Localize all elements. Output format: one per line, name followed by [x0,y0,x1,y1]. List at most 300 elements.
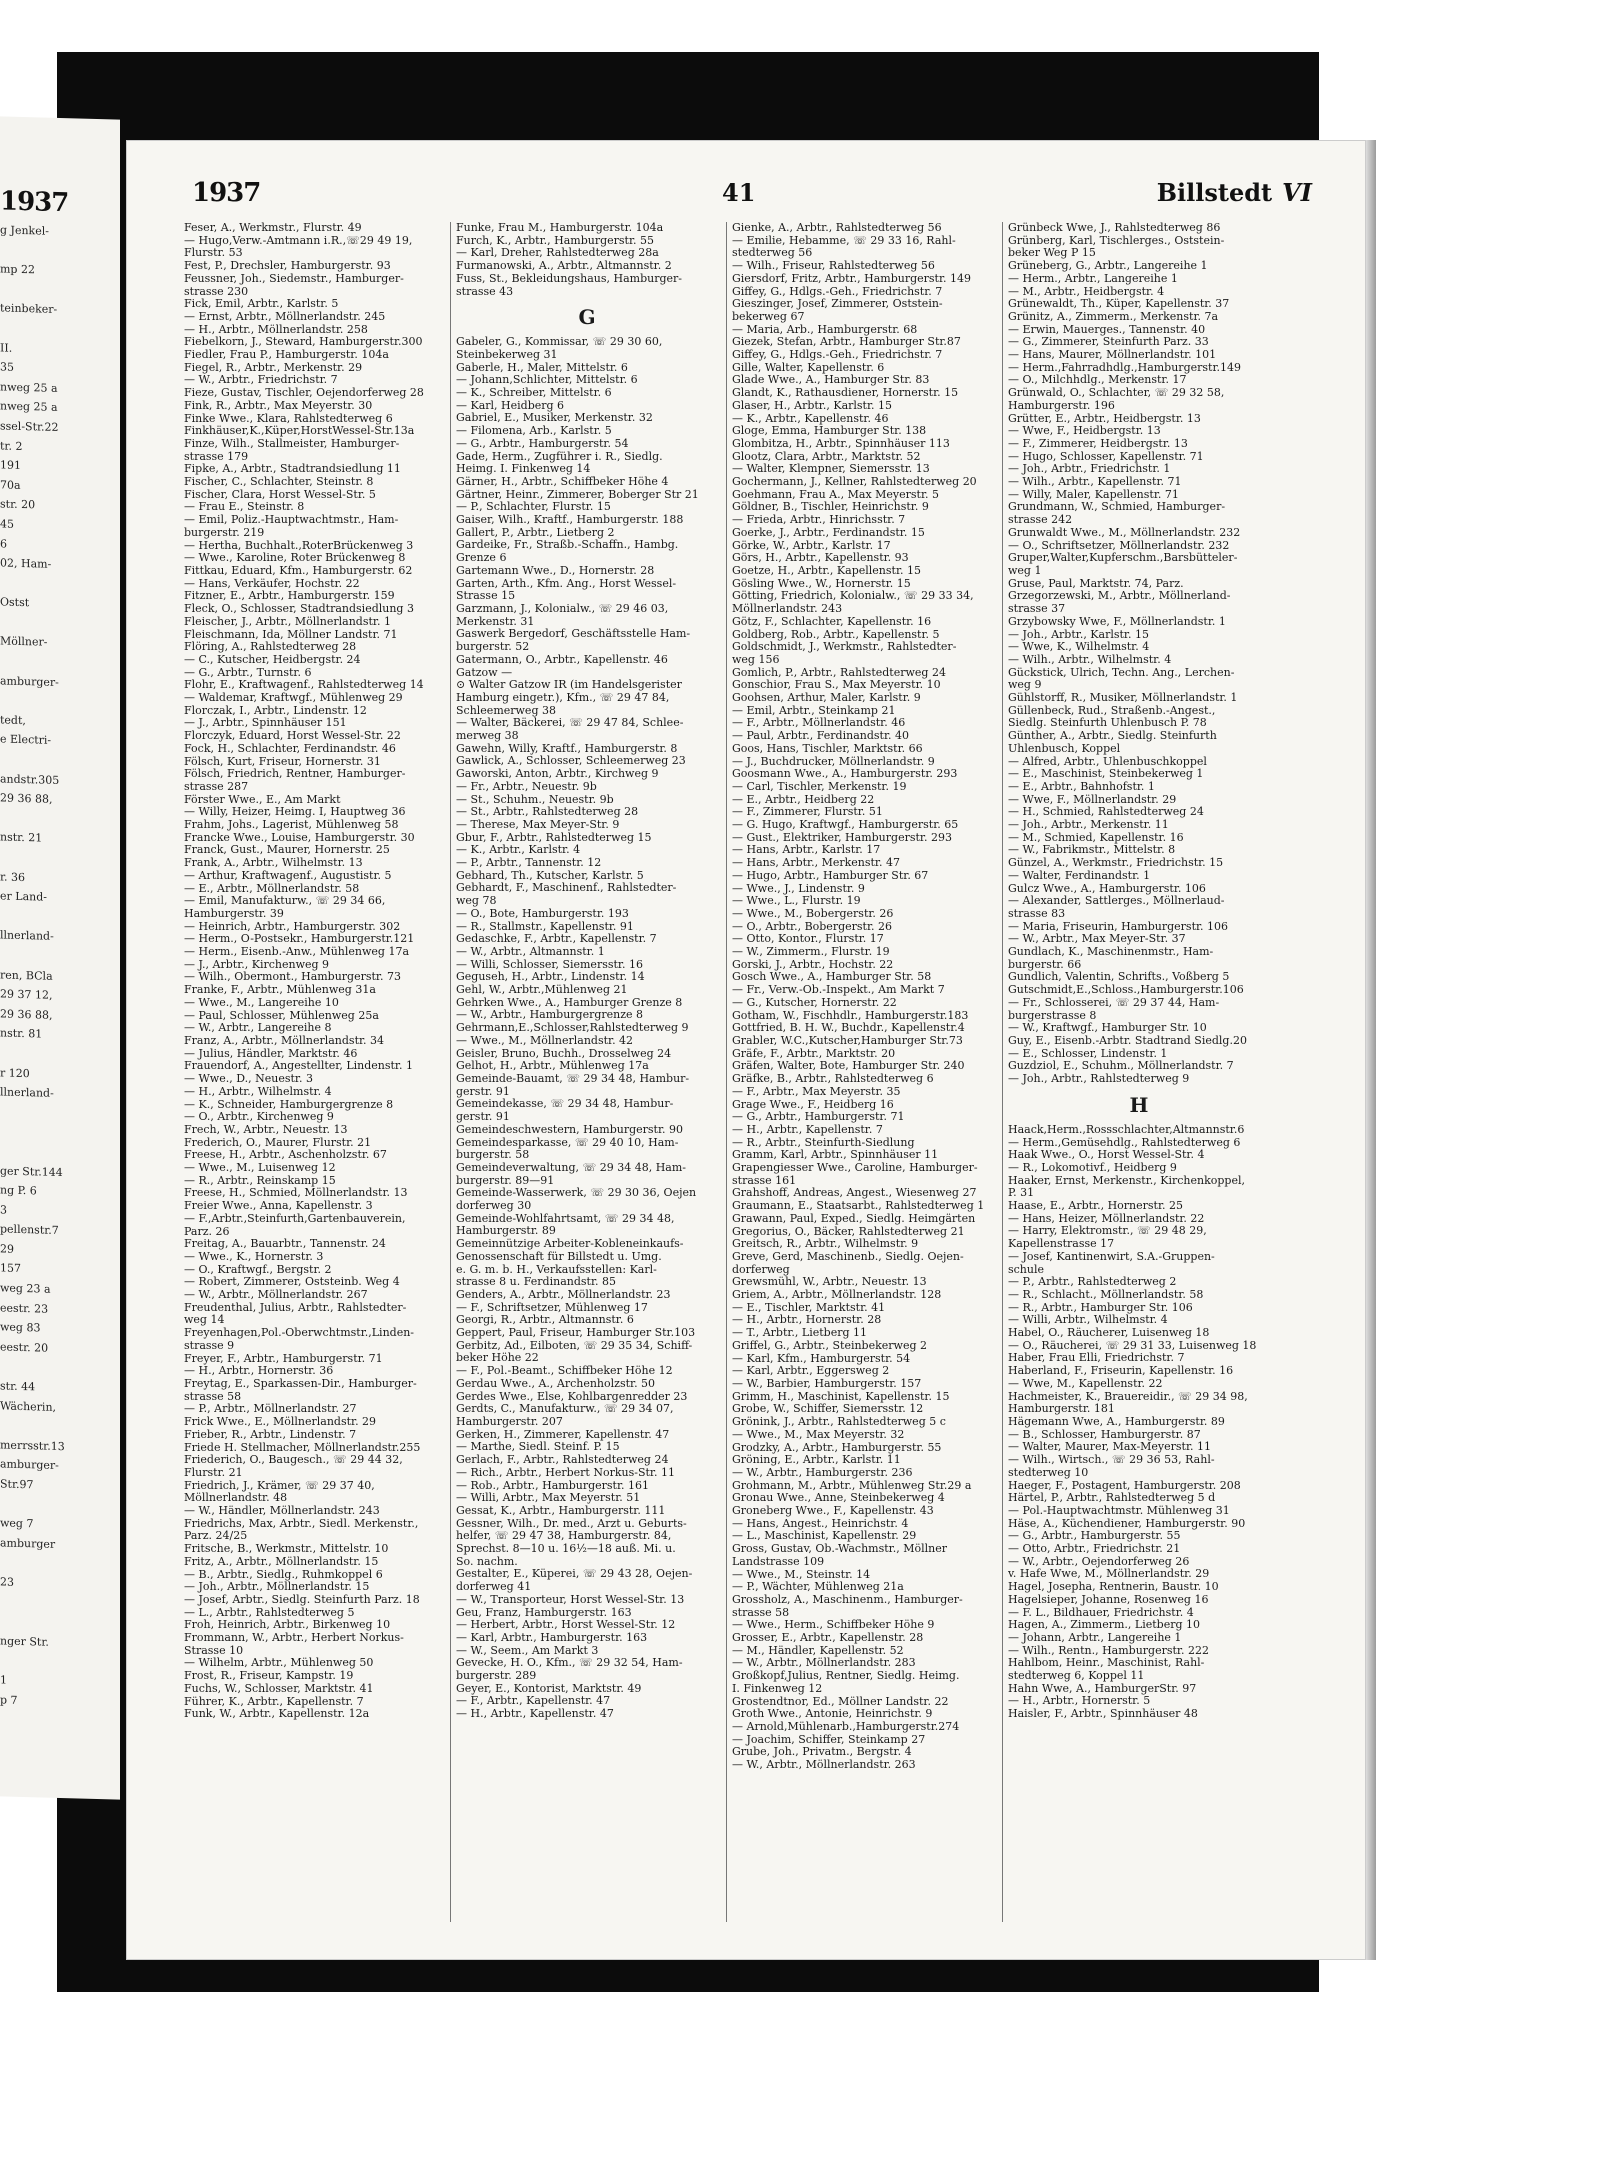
directory-entry: Gienke, A., Arbtr., Rahlstedterweg 56 [732,222,942,234]
directory-entry: Haase, E., Arbtr., Hornerstr. 25 [1008,1200,1184,1213]
directory-entry: Fink, R., Arbtr., Max Meyerstr. 30 [184,399,373,412]
directory-entry: — Frieda, Arbtr., Hinrichsstr. 7 [732,514,906,527]
directory-entry: — H., Arbtr., Hornerstr. 36 [184,1365,334,1378]
directory-entry: Häse, A., Küchendiener, Hamburgerstr. 90 [1008,1517,1246,1530]
directory-entry: Glade Wwe., A., Hamburger Str. 83 [732,374,930,387]
directory-entry: strasse 37 [1008,603,1066,616]
directory-entry: Gross, Gustav, Ob.-Wachmstr., Möllner [732,1543,947,1556]
directory-entry: Finze, Wilh., Stallmeister, Hamburger- [184,437,400,450]
directory-entry: Siedlg. Steinfurth Uhlenbusch P. 78 [1008,717,1207,730]
directory-entry: beker Höhe 22 [456,1352,539,1365]
directory-entry: Gille, Walter, Kapellenstr. 6 [732,361,885,374]
directory-entry: Gbur, F., Arbtr., Rahlstedterweg 15 [456,831,652,844]
directory-entry: Grahshoff, Andreas, Angest., Wiesenweg 27 [732,1187,977,1200]
directory-entry: — Wwe., M., Luisenweg 12 [184,1162,336,1175]
directory-entry: — Emil, Poliz.-Hauptwachtmstr., Ham- [184,514,399,527]
directory-entry: weg 78 [456,895,497,908]
directory-entry: — E., Arbtr., Bahnhofstr. 1 [1008,780,1155,793]
directory-entry: burgerstr. 219 [184,526,265,539]
directory-entry: Haber, Frau Elli, Friedrichstr. 7 [1008,1352,1185,1365]
left-page-line: eestr. 23 [0,1301,49,1316]
directory-entry: Gutschmidt,E.,Schloss.,Hamburgerstr.106 [1008,984,1244,997]
directory-entry: — Otto, Kontor., Flurstr. 17 [732,933,884,946]
directory-entry: Fittkau, Eduard, Kfm., Hamburgerstr. 62 [184,564,413,577]
directory-entry: Hägemann Wwe, A., Hamburgerstr. 89 [1008,1415,1225,1428]
directory-entry: dorferweg 41 [456,1581,532,1594]
left-page-line: r. 36 [0,870,26,884]
directory-entry: Goohsen, Arthur, Maler, Karlstr. 9 [732,692,921,705]
directory-entry: schule [1008,1263,1045,1276]
directory-entry: Grabler, W.C.,Kutscher,Hamburger Str.73 [732,1035,963,1047]
directory-entry: — Johann,Schlichter, Mittelstr. 6 [456,374,638,387]
left-page-line: 70a [0,478,21,492]
directory-entry: — K., Schreiber, Mittelstr. 6 [456,387,612,400]
directory-entry: Fritz, A., Arbtr., Möllnerlandstr. 15 [184,1555,379,1568]
directory-entry: Fritsche, B., Werkmstr., Mittelstr. 10 [184,1543,389,1556]
directory-entry: Glootz, Clara, Arbtr., Marktstr. 52 [732,450,921,463]
directory-entry: Freyenhagen,Pol.-Oberwchtmstr.,Linden- [184,1327,415,1340]
directory-entry: — Wwe., M., Bobergerstr. 26 [732,907,894,920]
directory-entry: Haeger, F., Postagent, Hamburgerstr. 208 [1008,1479,1241,1492]
directory-entry: Fipke, A., Arbtr., Stadtrandsiedlung 11 [184,463,401,476]
directory-entry: — K., Arbtr., Kapellenstr. 46 [732,412,889,425]
directory-entry: Gaworski, Anton, Arbtr., Kirchweg 9 [456,768,659,781]
directory-entry: Günther, A., Arbtr., Siedlg. Steinfurth [1008,730,1217,743]
directory-entry: ⊙ Walter Gatzow IR (im Handelsgerister [456,679,682,692]
directory-entry: beker Weg P 15 [1008,247,1096,260]
left-page-line: amburger- [0,1457,59,1473]
left-page-line: mp 22 [0,262,35,277]
directory-entry: — J., Arbtr., Spinnhäuser 151 [184,717,347,730]
left-page-line: r 120 [0,1065,30,1080]
directory-entry: — W., Arbtr., Altmannstr. 1 [456,945,605,958]
directory-entry: Friedrichs, Max, Arbtr., Siedl. Merkenstr., [184,1517,419,1530]
directory-entry: Merkenstr. 31 [456,615,535,628]
directory-entry: — Maria, Friseurin, Hamburgerstr. 106 [1008,920,1229,933]
directory-entry: — Otto, Arbtr., Friedrichstr. 21 [1008,1543,1181,1556]
directory-entry: — Fr., Verw.-Ob.-Inspekt., Am Markt 7 [732,984,945,997]
column-2 [456,222,718,1721]
directory-entry: Grage Wwe., F., Heidberg 16 [732,1098,894,1111]
directory-entry: — J., Buchdrucker, Möllnerlandstr. 9 [732,755,935,768]
directory-entry: Genders, A., Arbtr., Möllnerlandstr. 23 [456,1288,671,1301]
directory-entry: Haberland, F., Friseurin, Kapellenstr. 16 [1008,1365,1234,1378]
directory-entry: strasse 83 [1008,907,1066,920]
directory-entry: — Hans, Verkäufer, Hochstr. 22 [184,577,360,590]
left-page-line: str. 44 [0,1379,36,1394]
directory-entry: — W., Händler, Möllnerlandstr. 243 [184,1505,380,1518]
directory-entry: merweg 38 [456,730,519,743]
directory-entry: — Wwe., M., Max Meyerstr. 32 [732,1428,905,1441]
directory-entry: — H., Arbtr., Wilhelmstr. 4 [184,1085,332,1098]
directory-entry: — G., Kutscher, Hornerstr. 22 [732,996,897,1009]
directory-entry: Flohr, E., Kraftwagenf., Rahlstedterweg 14 [184,679,424,692]
directory-entry: — E., Arbtr., Möllnerlandstr. 58 [184,882,360,895]
directory-entry: Garten, Arth., Kfm. Ang., Horst Wessel- [456,577,677,590]
directory-entry: — Karl, Kfm., Hamburgerstr. 54 [732,1352,911,1365]
page-title-text: Billstedt [1156,178,1273,207]
directory-entry: helfer, ☏ 29 47 38, Hamburgerstr. 84, [456,1530,672,1543]
directory-entry: — Wilhelm, Arbtr., Mühlenweg 50 [184,1657,374,1670]
directory-entry: Habel, O., Räucherer, Luisenweg 18 [1008,1327,1210,1340]
directory-entry: — Wwe., D., Neuestr. 3 [184,1073,313,1086]
directory-entry: — Alfred, Arbtr., Uhlenbuschkoppel [1008,755,1207,768]
directory-entry: — H., Schmied, Rahlstedterweg 24 [1008,806,1204,819]
directory-entry: Gemeindekasse, ☏ 29 34 48, Hambur- [456,1098,674,1111]
directory-entry: weg 1 [1008,564,1042,577]
directory-entry: Parz. 24/25 [184,1530,248,1543]
directory-entry: Grütter, E., Arbtr., Heidbergstr. 13 [1008,412,1201,425]
directory-entry: — Julius, Händler, Marktstr. 46 [184,1047,358,1060]
directory-entry: — Emil, Manufakturw., ☏ 29 34 66, [184,895,386,908]
directory-entry: Gundlach, K., Maschinenmstr., Ham- [1008,946,1214,959]
directory-entry: Grönink, J., Arbtr., Rahlstedterweg 5 c [732,1416,946,1429]
directory-entry: Gatermann, O., Arbtr., Kapellenstr. 46 [456,653,668,666]
directory-entry: — F.,Arbtr.,Steinfurth,Gartenbauverein, [184,1212,406,1225]
directory-entry: Grundmann, W., Schmied, Hamburger- [1008,501,1226,514]
directory-entry: Fieze, Gustav, Tischler, Oejendorferweg 28 [184,387,424,400]
directory-entry: — Harry, Elektromstr., ☏ 29 48 29, [1008,1225,1207,1238]
directory-entry: — W., Arbtr., Möllnerlandstr. 283 [732,1657,916,1670]
directory-entry: Goerke, J., Arbtr., Ferdinandstr. 15 [732,526,925,539]
directory-entry: — O., Milchhdlg., Merkenstr. 17 [1008,374,1187,387]
directory-entry: Guzdziol, E., Schuhm., Möllnerlandstr. 7 [1008,1060,1234,1073]
directory-entry: — Erwin, Mauerges., Tannenstr. 40 [1008,323,1206,336]
directory-entry: Strasse 10 [184,1644,244,1657]
directory-entry: Fleck, O., Schlosser, Stadtrandsiedlung 3 [184,603,414,616]
left-page-line: e Electri- [0,732,52,748]
directory-entry: Gruse, Paul, Marktstr. 74, Parz. [1008,577,1184,590]
directory-entry: — M., Händler, Kapellenstr. 52 [732,1644,904,1657]
directory-entry: — Wwe., Herm., Schiffbeker Höhe 9 [732,1619,935,1632]
directory-entry: burgerstrasse 8 [1008,1009,1097,1022]
directory-entry: — Robert, Zimmerer, Oststeinb. Weg 4 [184,1276,400,1289]
directory-entry: Frahm, Johs., Lagerist, Mühlenweg 58 [184,819,399,832]
directory-entry: — Walter, Maurer, Max-Meyerstr. 11 [1008,1441,1212,1454]
directory-entry: Gieszinger, Josef, Zimmerer, Oststein- [732,298,943,311]
directory-entry: — W., Seem., Am Markt 3 [456,1644,599,1657]
directory-entry: — Rich., Arbtr., Herbert Norkus-Str. 11 [456,1466,675,1479]
left-page-line: ger Str.144 [0,1163,63,1179]
directory-entry: Haaker, Ernst, Merkenstr., Kirchenkoppel, [1008,1174,1245,1187]
directory-entry: Grimm, H., Maschinist, Kapellenstr. 15 [732,1390,950,1403]
directory-entry: Hagen, A., Zimmerm., Lietberg 10 [1008,1619,1201,1632]
directory-entry: Hamburgerstr. 196 [1008,399,1115,412]
directory-entry: weg 14 [184,1314,225,1327]
directory-entry: strasse 9 [184,1339,235,1352]
directory-entry: — Willi, Schlosser, Siemersstr. 16 [456,958,643,971]
directory-entry: Gomlich, P., Arbtr., Rahlstedterweg 24 [732,666,946,679]
directory-entry: Grzybowsky Wwe, F., Möllnerlandstr. 1 [1008,615,1226,628]
directory-entry: Froh, Heinrich, Arbtr., Birkenweg 10 [184,1619,391,1632]
directory-entry: Landstrasse 109 [732,1555,825,1568]
directory-entry: Führer, K., Arbtr., Kapellenstr. 7 [184,1695,364,1708]
directory-entry: — Karl, Arbtr., Eggersweg 2 [732,1365,890,1378]
directory-entry: Gebhardt, F., Maschinenf., Rahlstedter- [456,882,677,895]
left-page-line: andstr.305 [0,772,60,787]
directory-entry: Fiegel, R., Arbtr., Merkenstr. 29 [184,361,363,374]
directory-entry: Funk, W., Arbtr., Kapellenstr. 12a [184,1708,370,1721]
directory-entry: — G. Hugo, Kraftwgf., Hamburgerstr. 65 [732,819,959,832]
directory-entry: — Joh., Arbtr., Möllnerlandstr. 15 [184,1581,370,1594]
directory-entry: Gessat, K., Arbtr., Hamburgerstr. 111 [456,1504,666,1517]
directory-entry: — E., Arbtr., Heidberg 22 [732,793,875,806]
directory-entry: Gawlick, A., Schlosser, Schleemerweg 23 [456,755,686,768]
directory-entry: Genossenschaft für Billstedt u. Umg. [456,1250,662,1263]
directory-entry: burgerstr. 89—91 [456,1174,555,1187]
directory-entry: Gerlach, F., Arbtr., Rahlstedterweg 24 [456,1454,669,1467]
left-page-line: weg 83 [0,1320,41,1335]
directory-entry: Fitzner, E., Arbtr., Hamburgerstr. 159 [184,590,395,603]
directory-entry: Gerbitz, Ad., Eilboten, ☏ 29 35 34, Schiff- [456,1339,693,1352]
directory-entry: — Rob., Arbtr., Hamburgerstr. 161 [456,1479,650,1492]
directory-entry: — St., Arbtr., Rahlstedterweg 28 [456,806,639,819]
directory-entry: Gemeindeverwaltung, ☏ 29 34 48, Ham- [456,1161,687,1174]
left-page-line: amburger- [0,674,59,689]
directory-entry: Parz. 26 [184,1225,230,1238]
directory-entry: weg 156 [732,653,780,666]
left-page-line: Ostst [0,595,30,610]
directory-entry: — Wwe., M., Möllnerlandstr. 42 [456,1034,634,1047]
left-page-line: Wächerin, [0,1399,57,1414]
left-page-line: merrsstr.13 [0,1438,65,1453]
directory-entry: — K., Schneider, Hamburgergrenze 8 [184,1098,394,1111]
directory-entry: Frederich, O., Maurer, Flurstr. 21 [184,1136,372,1149]
directory-entry: Gallert, P., Arbtr., Lietberg 2 [456,526,615,539]
directory-entry: — Hans, Maurer, Möllnerlandstr. 101 [1008,349,1217,362]
left-page-line: ng P. 6 [0,1183,37,1198]
directory-entry: — H., Arbtr., Kapellenstr. 47 [456,1708,614,1721]
directory-entry: Glaser, H., Arbtr., Karlstr. 15 [732,399,893,412]
directory-entry: Geppert, Paul, Friseur, Hamburger Str.103 [456,1327,696,1340]
directory-entry: Freyer, F., Arbtr., Hamburgerstr. 71 [184,1352,383,1365]
directory-entry: Graumann, E., Staatsarbt., Rahlstedterweg 1 [732,1200,985,1213]
directory-entry: Hahn Wwe, A., HamburgerStr. 97 [1008,1682,1197,1695]
directory-entry: — Wilh., Arbtr., Kapellenstr. 71 [1008,476,1182,489]
directory-entry: — W., Arbtr., Möllnerlandstr. 263 [732,1759,916,1772]
directory-entry: Francke Wwe., Louise, Hamburgerstr. 30 [184,831,415,844]
directory-entry: So. nachm. [456,1555,518,1568]
directory-entry: Funke, Frau M., Hamburgerstr. 104a [456,222,664,234]
left-page-line: p 7 [0,1692,18,1707]
left-page-line: 191 [0,458,21,473]
column-divider [726,222,727,1922]
directory-entry: Garzmann, J., Kolonialw., ☏ 29 46 03, [456,602,669,615]
directory-entry: — Wwe, F., Heidbergstr. 13 [1008,425,1161,438]
left-page-line: 29 36 88, [0,791,53,807]
directory-entry: Glandt, K., Rathausdiener, Hornerstr. 15 [732,387,959,400]
directory-entry: Hamburgerstr. 89 [456,1225,556,1238]
directory-entry: Gückstick, Ulrich, Techn. Ang., Lerchen- [1008,666,1235,679]
column-3 [732,222,994,1772]
left-page-line: teinbeker- [0,301,58,317]
directory-entry: — F., Zimmerer, Heidbergstr. 13 [1008,437,1188,450]
left-page-line: Str.97 [0,1477,34,1492]
directory-entry: Hamburg eingetr.), Kfm., ☏ 29 47 84, [456,691,670,704]
directory-entry: — G., Arbtr., Hamburgerstr. 54 [456,437,629,450]
directory-entry: Uhlenbusch, Koppel [1008,742,1121,755]
directory-entry: Heimg. I. Finkenweg 14 [456,463,591,476]
directory-entry: — Joh., Arbtr., Karlstr. 15 [1008,628,1149,641]
directory-entry: — Herm., Eisenb.-Anw., Mühlenweg 17a [184,946,410,959]
directory-entry: — Hugo, Schlosser, Kapellenstr. 71 [1008,450,1204,463]
directory-entry: Haak Wwe., O., Horst Wessel-Str. 4 [1008,1149,1205,1162]
directory-entry: Fischer, Clara, Horst Wessel-Str. 5 [184,488,376,501]
directory-entry: — P., Wächter, Mühlenweg 21a [732,1581,904,1594]
directory-entry: Götz, F., Schlachter, Kapellenstr. 16 [732,615,932,628]
directory-entry: Hamburgerstr. 39 [184,907,284,920]
directory-entry: Furch, K., Arbtr., Hamburgerstr. 55 [456,234,655,247]
left-page-line: 1 [0,1673,7,1687]
left-page-line: tr. 2 [0,438,23,453]
directory-entry: — G., Zimmerer, Steinfurth Parz. 33 [1008,336,1209,349]
directory-entry: Geu, Franz, Hamburgerstr. 163 [456,1606,632,1619]
directory-entry: Grawann, Paul, Exped., Siedlg. Heimgärten [732,1212,976,1225]
directory-entry: — Herm.,Gemüsehdlg., Rahlstedterweg 6 [1008,1136,1241,1149]
directory-entry: — Frau E., Steinstr. 8 [184,501,305,514]
directory-entry: stedterweg 56 [732,247,813,260]
directory-entry: Freitag, A., Bauarbtr., Tannenstr. 24 [184,1238,386,1251]
directory-entry: — Wilh., Rentn., Hamburgerstr. 222 [1008,1644,1209,1657]
left-page-line: weg 7 [0,1516,34,1531]
directory-entry: — F., Schriftsetzer, Mühlenweg 17 [456,1301,648,1314]
directory-entry: Flöring, A., Rahlstedterweg 28 [184,641,357,654]
directory-entry: — Johann, Arbtr., Langereihe 1 [1008,1631,1182,1644]
directory-entry: Hahlbom, Heinr., Maschinist, Rahl- [1008,1657,1205,1670]
directory-entry: — Wwe., L., Flurstr. 19 [732,895,861,908]
directory-entry: — F., Arbtr., Möllnerlandstr. 46 [732,717,906,730]
directory-entry: strasse 242 [1008,514,1073,527]
directory-entry: Gaberle, H., Maler, Mittelstr. 6 [456,361,628,374]
directory-entry: Schleemerweg 38 [456,704,556,717]
directory-entry: Freytag, E., Sparkassen-Dir., Hamburger- [184,1377,417,1390]
directory-entry: Gärtner, Heinr., Zimmerer, Boberger Str 21 [456,488,699,501]
directory-entry: — Wwe., K., Hornerstr. 3 [184,1250,324,1263]
directory-entry: gerstr. 91 [456,1111,510,1124]
directory-entry: — Wwe., M., Steinstr. 14 [732,1568,871,1581]
directory-entry: — Ernst, Arbtr., Möllnerlandstr. 245 [184,310,386,323]
directory-entry: Fiebelkorn, J., Steward, Hamburgerstr.300 [184,336,423,349]
directory-entry: — G., Arbtr., Hamburgerstr. 55 [1008,1530,1181,1543]
directory-entry: weg 9 [1008,679,1042,692]
directory-entry: burgerstr. 52 [456,641,530,654]
directory-entry: Göldner, B., Tischler, Heinrichstr. 9 [732,501,929,514]
directory-entry: Gevecke, H. O., Kfm., ☏ 29 32 54, Ham- [456,1657,683,1670]
directory-entry: stedterweg 6, Koppel 11 [1008,1670,1145,1683]
directory-entry: — Herbert, Arbtr., Horst Wessel-Str. 12 [456,1619,676,1632]
directory-entry: — Arthur, Kraftwagenf., Augustistr. 5 [184,869,392,882]
directory-entry: strasse 43 [456,285,514,298]
directory-entry: strasse 8 u. Ferdinandstr. 85 [456,1276,616,1289]
directory-entry: Goldschmidt, J., Werkmstr., Rahlstedter- [732,641,957,654]
left-page-line: 157 [0,1261,21,1276]
directory-entry: — W., Arbtr., Friedrichstr. 7 [184,374,338,387]
directory-entry: Gerdts, C., Manufakturw., ☏ 29 34 07, [456,1403,674,1416]
left-page-line: nweg 25 a [0,399,58,415]
directory-entry: Grünewaldt, Th., Küper, Kapellenstr. 37 [1008,298,1230,311]
directory-entry: Gardeike, Fr., Straßb.-Schaffn., Hambg. [456,539,679,552]
left-page-line: eestr. 20 [0,1340,49,1355]
directory-entry: P. 31 [1008,1187,1035,1200]
directory-entry: — W., Zimmerm., Flurstr. 19 [732,946,890,959]
directory-entry: — F., Zimmerer, Flurstr. 51 [732,806,883,819]
directory-entry: Großkopf,Julius, Rentner, Siedlg. Heimg. [732,1670,960,1683]
directory-entry: Gröning, E., Arbtr., Karlstr. 11 [732,1454,901,1467]
directory-entry: — H., Arbtr., Möllnerlandstr. 258 [184,323,368,336]
directory-entry: — T., Arbtr., Lietberg 11 [732,1327,868,1340]
directory-entry: Greitsch, R., Arbtr., Wilhelmstr. 9 [732,1238,919,1251]
directory-entry: — Emilie, Hebamme, ☏ 29 33 16, Rahl- [732,234,956,247]
directory-entry: Giersdorf, Fritz, Arbtr., Hamburgerstr. 149 [732,272,972,285]
directory-entry: Gerken, H., Zimmerer, Kapellenstr. 47 [456,1428,670,1441]
directory-entry: dorferweg [732,1263,790,1276]
directory-entry: Gräfen, Walter, Bote, Hamburger Str. 240 [732,1060,965,1073]
directory-entry: Gramm, Karl, Arbtr., Spinnhäuser 11 [732,1149,939,1162]
directory-entry: — Walter, Ferdinandstr. 1 [1008,869,1151,882]
directory-entry: Giffey, G., Hdlgs.-Geh., Friedrichstr. 7 [732,349,943,362]
directory-entry: Güllenbeck, Rud., Straßenb.-Angest., [1008,704,1216,717]
directory-entry: burgerstr. 289 [456,1670,537,1683]
directory-entry: Gotham, W., Fischhdlr., Hamburgerstr.183 [732,1009,969,1022]
directory-entry: Gaiser, Wilh., Kraftf., Hamburgerstr. 188 [456,514,684,527]
directory-entry: — St., Schuhm., Neuestr. 9b [456,793,614,806]
directory-entry: — Gust., Elektriker, Hamburgerstr. 293 [732,831,952,844]
directory-entry: Steinbekerweg 31 [456,348,558,361]
directory-entry: — F. L., Bildhauer, Friedrichstr. 4 [1008,1606,1194,1619]
directory-entry: Grüneberg, G., Arbtr., Langereihe 1 [1008,260,1208,273]
directory-entry: — Hans, Angest., Heinrichstr. 4 [732,1517,909,1530]
directory-entry: Fölsch, Friedrich, Rentner, Hamburger- [184,768,406,781]
directory-entry: Fölsch, Kurt, Friseur, Hornerstr. 31 [184,755,381,768]
directory-entry: Frank, A., Arbtr., Wilhelmstr. 13 [184,857,363,870]
volume-label: VI [1282,178,1312,207]
directory-entry: — Hertha, Buchhalt.,RoterBrückenweg 3 [184,539,414,552]
directory-entry: Flurstr. 53 [184,247,243,260]
directory-entry: Gemeindeschwestern, Hamburgerstr. 90 [456,1123,683,1136]
directory-entry: Gräfe, F., Arbtr., Marktstr. 20 [732,1047,896,1060]
directory-entry: — Herm., Arbtr., Langereihe 1 [1008,272,1178,285]
left-page-line: 45 [0,517,14,531]
directory-entry: — Wilh., Obermont., Hamburgerstr. 73 [184,971,401,984]
directory-entry: Goehmann, Frau A., Max Meyerstr. 5 [732,488,940,501]
directory-entry: strasse 161 [732,1174,797,1187]
directory-entry: Groth Wwe., Antonie, Heinrichstr. 9 [732,1708,933,1721]
directory-entry: — R., Arbtr., Hamburger Str. 106 [1008,1301,1193,1314]
directory-entry: Finke Wwe., Klara, Rahlstedterweg 6 [184,412,393,425]
directory-entry: — H., Arbtr., Kapellenstr. 7 [732,1123,883,1136]
directory-entry: Goetze, H., Arbtr., Kapellenstr. 15 [732,564,921,577]
directory-entry: — P., Arbtr., Rahlstedterweg 2 [1008,1276,1177,1289]
directory-entry: e. G. m. b. H., Verkaufsstellen: Karl- [456,1263,657,1276]
directory-entry: Grünwald, O., Schlachter, ☏ 29 32 58, [1008,387,1225,400]
directory-entry: Grunwaldt Wwe., M., Möllnerlandstr. 232 [1008,526,1241,539]
directory-entry: — Willy, Maler, Kapellenstr. 71 [1008,488,1179,501]
section-letter: H [1129,1092,1149,1117]
directory-entry: — Alexander, Sattlerges., Möllnerlaud- [1008,895,1225,908]
directory-entry: Gaswerk Bergedorf, Geschäftsstelle Ham- [456,628,691,641]
directory-entry: — F., Arbtr., Max Meyerstr. 35 [732,1085,901,1098]
left-page-line: 35 [0,360,14,374]
left-page-line: pellenstr.7 [0,1222,59,1238]
directory-entry: — Wwe, F., Möllnerlandstr. 29 [1008,793,1177,806]
directory-entry: — W., Arbtr., Max Meyer-Str. 37 [1008,933,1186,946]
directory-entry: Frick Wwe., E., Möllnerlandstr. 29 [184,1416,377,1429]
directory-entry: Gehrken Wwe., A., Hamburger Grenze 8 [456,996,683,1009]
column-divider [1002,222,1003,1922]
left-page-line: nweg 25 a [0,380,58,395]
directory-entry: — F., Arbtr., Kapellenstr. 47 [456,1695,611,1708]
directory-entry: Grossholz, A., Maschinenm., Hamburger- [732,1593,963,1606]
